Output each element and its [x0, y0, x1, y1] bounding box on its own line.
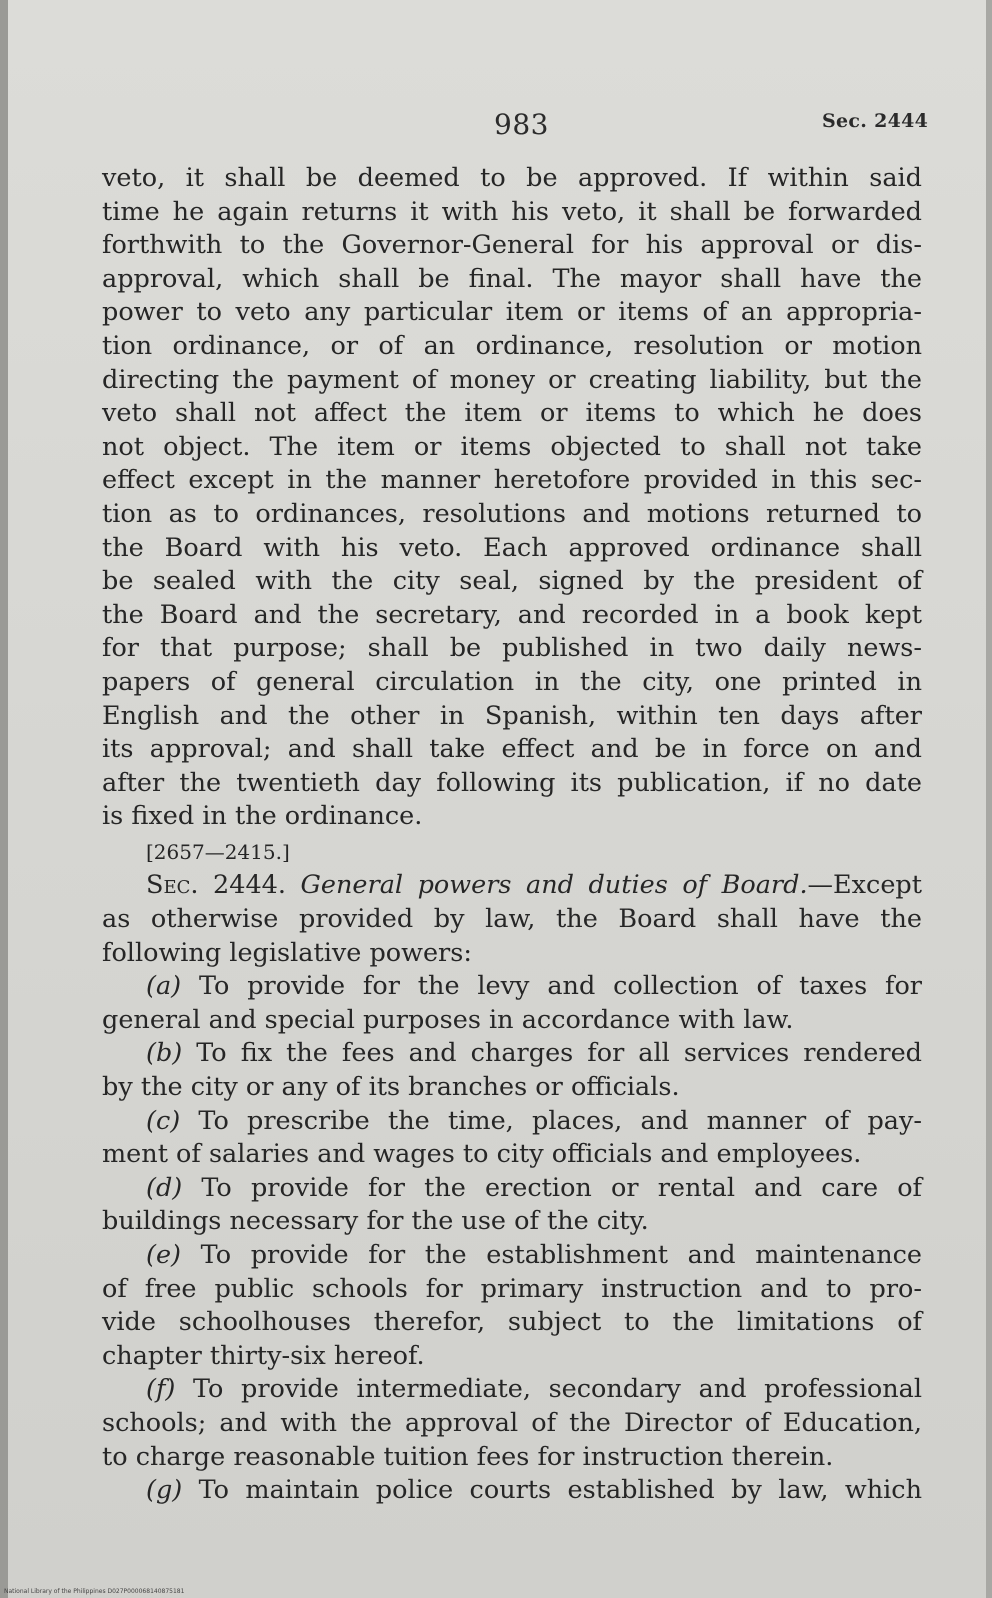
text-line: the Board and the secretary, and recorded in a book kept [102, 599, 922, 630]
text-line: time he again returns it with his veto, it shall be forwarded [102, 196, 922, 227]
section-reference: Sec. 2444 [822, 110, 929, 132]
item-text: To provide for the erection or rental and care of [201, 1172, 923, 1203]
item-first-line [102, 1239, 922, 1273]
item-text: To provide intermediate, secondary and professional [192, 1374, 923, 1405]
item-text: To provide for the levy and collection of taxes for [198, 971, 923, 1002]
item-first-line [102, 1474, 922, 1508]
item-label: (g) [146, 1475, 183, 1506]
scan-edge-right [986, 0, 992, 1598]
text-line: approval, which shall be final. The mayor shall have the [102, 263, 922, 294]
section-heading-line [102, 869, 922, 903]
item-first-line [102, 970, 922, 1004]
section-heading-paragraph [102, 869, 922, 970]
text-line: is fixed in the ordinance. [102, 801, 423, 832]
text-line: tion as to ordinances, resolutions and motions returned to [102, 498, 922, 529]
section-intro-start: —Except [807, 870, 922, 901]
item-text: To fix the fees and charges for all services rendered [196, 1038, 923, 1069]
item-first-line [102, 1373, 922, 1407]
text-line: power to veto any particular item or items of an appropria- [102, 297, 922, 328]
text-line: as otherwise provided by law, the Board shall have the [102, 904, 922, 935]
text-line: veto, it shall be deemed to be approved. If within said [102, 163, 922, 193]
text-line: effect except in the manner heretofore provided in this sec- [102, 465, 922, 496]
text-line: veto shall not affect the item or items to which he does [102, 398, 922, 429]
text-line: following legislative powers: [102, 937, 472, 968]
text-line: vide schoolhouses therefor, subject to the limitations of [102, 1307, 922, 1338]
text-line: by the city or any of its branches or officials. [102, 1072, 680, 1103]
body-text [102, 162, 922, 1508]
text-line: English and the other in Spanish, within ten days after [102, 700, 922, 731]
text-line: its approval; and shall take effect and be in force on and [102, 734, 922, 765]
page-number: 983 [494, 108, 549, 141]
section-number: Sec. 2444. [146, 870, 287, 901]
text-line: tion ordinance, or of an ordinance, resolution or motion [102, 330, 922, 361]
item-label: (b) [146, 1038, 183, 1069]
item-text: To maintain police courts established by law, which [198, 1475, 923, 1506]
text-line: after the twentieth day following its publication, if no date [102, 767, 922, 798]
item-label: (a) [146, 971, 182, 1002]
item-label: (c) [146, 1105, 181, 1136]
text-line: chapter thirty-six hereof. [102, 1340, 425, 1371]
text-line: of free public schools for primary instruction and to pro- [102, 1273, 922, 1304]
item-b [102, 1037, 922, 1104]
item-text: To provide for the establishment and maintenance [200, 1240, 923, 1270]
text-line: buildings necessary for the use of the city. [102, 1206, 649, 1237]
text-line: to charge reasonable tuition fees for instruction therein. [102, 1441, 834, 1472]
scan-edge-left [0, 0, 8, 1598]
text-line: not object. The item or items objected to shall not take [102, 431, 922, 462]
item-e [102, 1239, 922, 1373]
item-first-line [102, 1172, 922, 1206]
citation-paragraph [102, 836, 922, 870]
item-text: To prescribe the time, places, and manner of pay- [198, 1105, 922, 1136]
text-line: papers of general circulation in the city, one printed in [102, 666, 922, 697]
item-a [102, 970, 922, 1037]
text-line: forthwith to the Governor-General for his approval or dis- [102, 230, 922, 261]
citation: [2657—2415.] [146, 839, 290, 864]
text-line: ment of salaries and wages to city officials and employees. [102, 1139, 862, 1170]
text-line: the Board with his veto. Each approved ordinance shall [102, 532, 922, 563]
item-first-line [102, 1037, 922, 1071]
item-label: (f) [146, 1374, 176, 1405]
text-line: schools; and with the approval of the Director of Education, [102, 1407, 922, 1438]
item-label: (d) [146, 1172, 183, 1203]
item-f [102, 1373, 922, 1474]
text-line: general and special purposes in accordance with law. [102, 1004, 794, 1035]
item-c [102, 1105, 922, 1172]
text-line: be sealed with the city seal, signed by the president of [102, 566, 922, 597]
item-g [102, 1474, 922, 1508]
section-title: General powers and duties of Board. [300, 870, 808, 901]
item-first-line [102, 1105, 922, 1139]
paragraph-veto [102, 162, 922, 834]
item-d [102, 1172, 922, 1239]
library-credit: National Library of the Philippines D027P000068140875181 [4, 1588, 185, 1595]
page-header [0, 108, 992, 148]
text-line: for that purpose; shall be published in two daily news- [102, 633, 922, 664]
text-line: directing the payment of money or creating liability, but the [102, 364, 922, 395]
item-label: (e) [146, 1240, 181, 1270]
